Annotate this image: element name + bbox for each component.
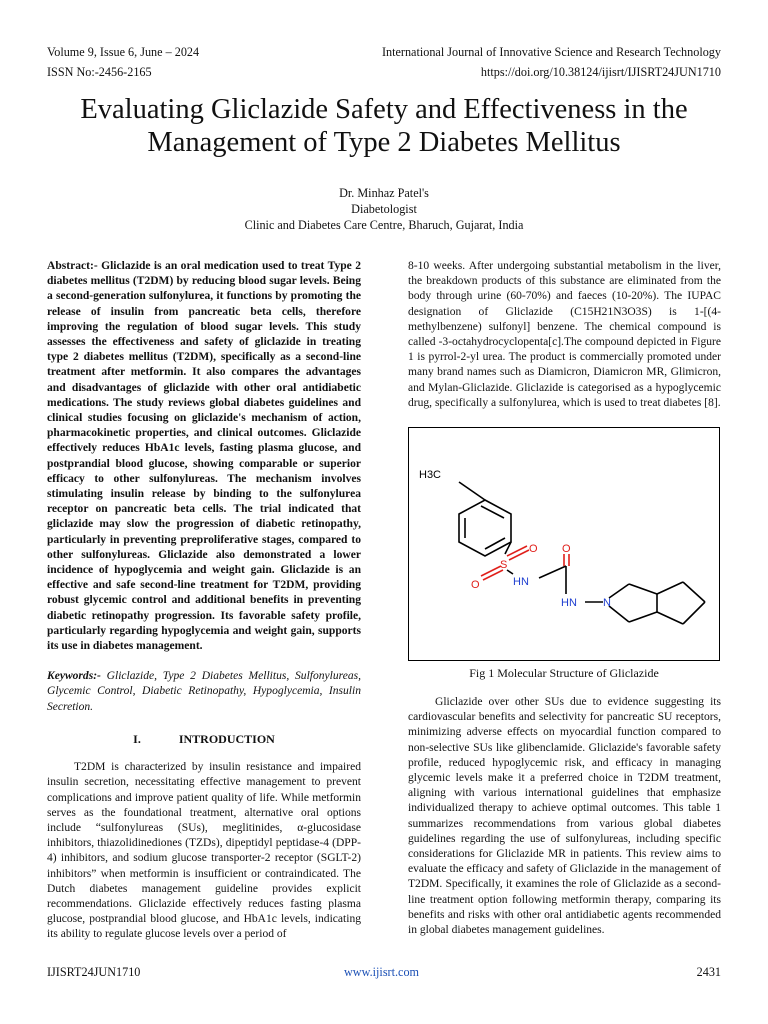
label-n: N [603, 597, 611, 609]
abstract-label: Abstract:- [47, 260, 98, 272]
issn: ISSN No:-2456-2165 [47, 65, 152, 79]
label-o3: O [562, 543, 571, 555]
label-o2: O [471, 579, 480, 591]
structure-bonds [459, 482, 705, 624]
title-line-1: Evaluating Gliclazide Safety and Effectiveness in the [80, 94, 688, 125]
intro-paragraph: T2DM is characterized by insulin resistance and impaired insulin secretion, necessitating effective management to prevent complications and improve patient quality of life. While metformin serves as the foundational treatment, alternative oral options include “sulfonylureas (SUs), meglitinides, α-glucosidase inhibitors, thiazolidinediones (TZDs), dipeptidyl peptidase-4 (DPP-4) inhibitors, and sodium glucose transporter-2 receptor (SGLT-2) inhibitors” when metformin is insufficient or contraindicated. The Dutch diabetes management guideline provides explicit recommendations. Gliclazide effectively reduces fasting plasma glucose, postprandial blood glucose, and HbA1c levels, indicating its ability to regulate glucose levels over a period of [47, 761, 361, 941]
author-role: Diabetologist [351, 202, 417, 216]
gliclazide-structure [409, 428, 719, 660]
right-column-top [408, 259, 721, 411]
journal-name: International Journal of Innovative Science and Research Technology [381, 45, 721, 59]
keywords [47, 669, 361, 715]
label-s: S [500, 559, 508, 571]
left-column [47, 259, 361, 943]
doi-link[interactable]: https://doi.org/10.38124/ijisrt/IJISRT24JUN1710 [480, 65, 721, 79]
author-affiliation: Clinic and Diabetes Care Centre, Bharuch, Gujarat, India [244, 218, 524, 232]
title-line-2: Management of Type 2 Diabetes Mellitus [147, 127, 621, 158]
label-hn1: HN [513, 576, 529, 588]
footer-paper-id: IJISRT24JUN1710 [47, 965, 141, 979]
label-ch3: H3C [419, 469, 442, 481]
abstract [47, 259, 361, 654]
footer-page-number: 2431 [696, 965, 721, 979]
footer-website-link[interactable]: www.ijisrt.com [344, 965, 420, 979]
section-number: I. [133, 731, 141, 746]
right-column-bottom [408, 695, 721, 938]
author-name: Dr. Minhaz Patel's [339, 186, 429, 200]
label-hn2: HN [561, 597, 577, 609]
keywords-text: Gliclazide, Type 2 Diabetes Mellitus, Sulfonylureas, Glycemic Control, Diabetic Retinopathy, Hypoglycemia, Insulin Secretion. [47, 670, 361, 713]
paper-title [30, 93, 738, 159]
figure-caption: Fig 1 Molecular Structure of Gliclazide [469, 666, 659, 680]
keywords-label: Keywords:- [47, 670, 101, 683]
section-heading [47, 732, 361, 747]
volume-issue: Volume 9, Issue 6, June – 2024 [47, 45, 200, 59]
pharmacology-paragraph: 8-10 weeks. After undergoing substantial metabolism in the liver, the breakdown products of this substance are eliminated from the body through urine (60-70%) and faeces (10-20%). The IUPAC designation of Gliclazide (C15H21N3O3S) is 1-[(4-methylbenzene) sulfonyl] benzene. The chemical compound is called -3-octahydrocyclopenta[c].The compound depicted in Figure 1 is pyrrol-2-yl urea. The product is commercially promoted under many brand names such as Diamicron, Diamicron MR, Glimicron, and Mylan-Gliclazide. Gliclazide is categorised as a hypoglycemic drug, specifically a sulfonylurea, which is used to treat diabetes [8]. [408, 260, 721, 409]
abstract-text: Gliclazide is an oral medication used to treat Type 2 diabetes mellitus (T2DM) by reducing blood sugar levels. Being a second-generation sulfonylurea, it functions by promoting the release of insulin from pancreatic beta cells, therefore improving the regulation of blood sugar levels. This study assesses the effectiveness and safety of gliclazide in treating type 2 diabetes mellitus (T2DM), specifically as a second-line treatment after metformin. It also compares the advantages and disadvantages of gliclazide with other oral antidiabetic medications. The study reviews global diabetes guidelines and clinical studies focusing on gliclazide's mechanism of action, pharmacokinetic properties, and clinical outcomes. Gliclazide effectively reduces HbA1c levels, fasting plasma glucose, and postprandial blood glucose, showing comparable or superior efficacy to other sulfonylureas. The mechanism involves stimulating insulin release by binding to the sulfonylurea receptor on pancreatic beta cells. The trial indicated that gliclazide may slow the progression of diabetic retinopathy, particularly in preventing preproliferative stages, compared to other sulfonylureas. Gliclazide also demonstrated a lower incidence of hypoglycemia and weight gain. Gliclazide is an effective and safe second-line treatment for T2DM, providing robust glycemic control and additional benefits in preventing diabetic retinopathy progression. Its favorable safety profile, particularly regarding hypoglycemia and weight gain, supports its use in diabetes management. [47, 260, 361, 653]
label-o1: O [529, 543, 538, 555]
section-title: INTRODUCTION [178, 731, 275, 746]
figure-1 [408, 427, 720, 661]
gliclazide-benefits-paragraph: Gliclazide over other SUs due to evidence suggesting its cardiovascular benefits and selectivity for pancreatic SU receptors, minimizing adverse effects on myocardial function compared to non-selective SUs like glibenclamide. Gliclazide's favorable safety profile, reduced hypoglycemic risk, and efficacy in managing glycemic levels make it a preferred choice in T2DM treatment, aligning with various international guidelines that emphasize individualized therapy to achieve optimal outcomes. This table 1 summarizes recommendations from various global diabetes guidelines regarding the use of sulfonylureas, including specific considerations for Gliclazide MR in patients. This review aims to evaluate the efficacy and safety of Gliclazide in the management of T2DM. Specifically, it examines the role of Gliclazide as a second-line treatment option following metformin therapy, comparing its benefits and risks with other oral antidiabetic agents recommended in global diabetes management guidelines. [408, 696, 721, 937]
